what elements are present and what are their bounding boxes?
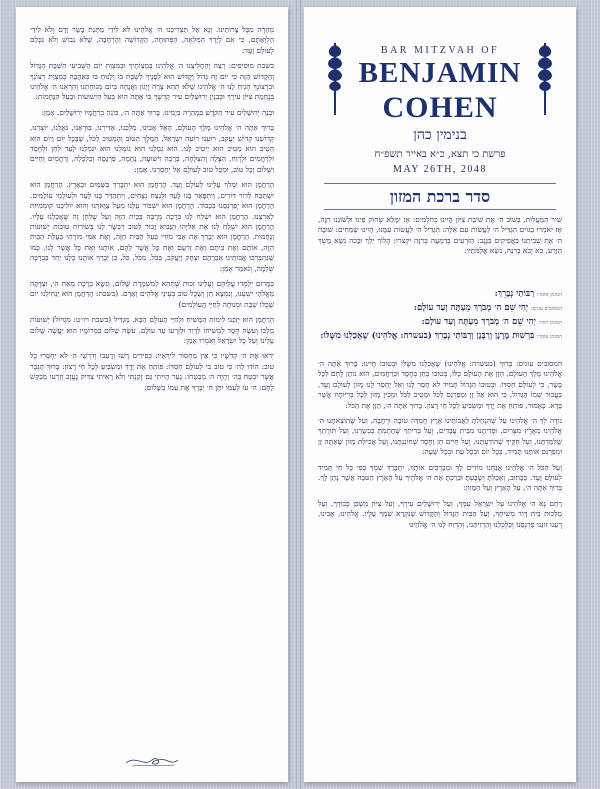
blessing-1: המסובים עונים: בָּרוּךְ (בעשרה: אֱלֹהֵינוּ) שֶׁאָכַלְנוּ מִשֶּׁלּוֹ וּבְטוּבוֹ חָיִינוּ: בָּרוּךְ אַתָּה ה׳ אֱלֹהֵינוּ מֶלֶךְ הָעוֹלָם, הַזָּן אֶת הָעוֹלָם כֻּלּוֹ, בְּטוּבוֹ בְּחֵן בְּחֶסֶד וּבְרַחֲמִים, הוּא נוֹתֵן לֶחֶם לְכָל בָּשָׂר, כִּי לְעוֹלָם חַסְדּוֹ. וּבְטוּבוֹ הַגָּדוֹל תָּמִיד לֹא חָסַר לָנוּ וְאַל יֶחְסַר לָנוּ מָזוֹן לְעוֹלָם וָעֶד, בַּעֲבוּר שְׁמוֹ הַגָּדוֹל, כִּי הוּא אֵל זָן וּמְפַרְנֵס לַכֹּל וּמֵטִיב לַכֹּל וּמֵכִין מָזוֹן לְכָל בְּרִיּוֹתָיו אֲשֶׁר בָּרָא. כָּאָמוּר, פּוֹתֵחַ אֶת יָדֶךָ וּמַשְׂבִּיעַ לְכָל חַי רָצוֹן. בָּרוּךְ אַתָּה ה׳, הַזָּן אֶת הַכֹּל: — [318, 359, 562, 410]
paragraph-8: יְראוּ אֶת ה׳ קְדֹשָׁיו כִּי אֵין מַחְסוֹר לִירֵאָיו: כְּפִירִים רָשׁוּ וְרָעֵבוּ וְדֹרְשֵׁי ה׳ לֹא יַחְסְרוּ כָל טוֹב: הוֹדוּ לַה׳ כִּי טוֹב כִּי לְעוֹלָם חַסְדּוֹ: פּוֹתֵחַ אֶת יָדֶךָ וּמַשְׂבִּיעַ לְכָל חַי רָצוֹן: בָּרוּךְ הַגֶּבֶר אֲשֶׁר יִבְטַח בַּה׳ וְהָיָה ה׳ מִבְטַחוֹ: נַעַר הָיִיתִי גַּם זָקַנְתִּי וְלֹא רָאִיתִי צַדִּיק נֶעֱזָב וְזַרְעוֹ מְבַקֶּשׁ לָחֶם: ה׳ עֹז לְעַמּוֹ יִתֵּן ה׳ יְבָרֵךְ אֶת עַמּוֹ בַשָּׁלוֹם: — [30, 351, 274, 392]
psalm-paragraph: שִׁיר הַמַּעֲלוֹת, בְּשׁוּב ה׳ אֶת שִׁיבַת צִיּוֹן הָיִינוּ כְּחֹלְמִים: אָז יִמָּלֵא שְׂחוֹק פִּינוּ וּלְשׁוֹנֵנוּ רִנָּה, אָז יֹאמְרוּ בַגּוֹיִם הִגְדִּיל ה׳ לַעֲשׂוֹת עִם אֵלֶּה: הִגְדִּיל ה׳ לַעֲשׂוֹת עִמָּנוּ, הָיִינוּ שְׂמֵחִים: שׁוּבָה ה׳ אֶת שְׁבִיתֵנוּ כַּאֲפִיקִים בַּנֶּגֶב: הַזֹּרְעִים בְּדִמְעָה בְּרִנָּה יִקְצֹרוּ: הָלוֹךְ יֵלֵךְ וּבָכֹה נֹשֵׂא מֶשֶׁךְ הַזָּרַע, בֹּא יָבֹא בְרִנָּה, נֹשֵׂא אֲלֻמֹּתָיו: — [318, 215, 562, 256]
paragraph-3: וּבְנֵה יְרוּשָׁלַיִם עִיר הַקֹּדֶשׁ בִּמְהֵרָה בְיָמֵינוּ. בָּרוּךְ אַתָּה ה׳, בּוֹנֵה בְרַחֲמָיו יְרוּשָׁלָיִם. אָמֵן: — [41, 107, 274, 117]
leader-label: המזמן חוזר: — [538, 320, 562, 326]
response-1 — [318, 303, 562, 314]
front-card — [304, 7, 576, 782]
blessing-2: נוֹדֶה לְּךָ ה׳ אֱלֹהֵינוּ עַל שֶׁהִנְחַלְתָּ לַאֲבוֹתֵינוּ אֶרֶץ חֶמְדָּה טוֹבָה וּרְחָבָה, וְעַל שֶׁהוֹצֵאתָנוּ ה׳ אֱלֹהֵינוּ מֵאֶרֶץ מִצְרַיִם, וּפְדִיתָנוּ מִבֵּית עֲבָדִים, וְעַל בְּרִיתְךָ שֶׁחָתַמְתָּ בִּבְשָׂרֵנוּ, וְעַל תּוֹרָתְךָ שֶׁלִּמַּדְתָּנוּ, וְעַל חֻקֶּיךָ שֶׁהוֹדַעְתָּנוּ, וְעַל חַיִּים חֵן וָחֶסֶד שֶׁחוֹנַנְתָּנוּ, וְעַל אֲכִילַת מָזוֹן שָׁאַתָּה זָן וּמְפַרְנֵס אוֹתָנוּ תָּמִיד, בְּכָל יוֹם וּבְכָל עֵת וּבְכָל שָׁעָה: — [318, 416, 562, 457]
paragraph-7: הָרַחֲמָן הוּא יְזַכֵּנוּ לִימוֹת הַמָּשִׁיחַ וּלְחַיֵּי הָעוֹלָם הַבָּא. מַגְדִּיל (בשבת ויו״ט: מִגְדּוֹל) יְשׁוּעוֹת מַלְכּוֹ וְעֹשֶׂה חֶסֶד לִמְשִׁיחוֹ לְדָוִד וּלְזַרְעוֹ עַד עוֹלָם. עֹשֶׂה שָׁלוֹם בִּמְרוֹמָיו הוּא יַעֲשֶׂה שָׁלוֹם עָלֵינוּ וְעַל כָּל יִשְׂרָאֵל וְאִמְרוּ אָמֵן: — [30, 315, 274, 345]
paragraph-1: מְהֵרָה מִכָּל צָרוֹתֵינוּ. וְנָא אַל תַּצְרִיכֵנוּ ה׳ אֱלֹהֵינוּ לֹא לִידֵי מַתְּנַת בָּשָׂר וָדָם וְלֹא לִידֵי הַלְוָאָתָם, כִּי אִם לְיָדְךָ הַמְּלֵאָה, הַפְּתוּחָה, הַקְּדוֹשָׁה וְהָרְחָבָה, שֶׁלֹּא נֵבוֹשׁ וְלֹא נִכָּלֵם לְעוֹלָם וָעֶד: — [30, 25, 274, 55]
psalm-text — [318, 215, 562, 262]
response-line: יְהִי שֵׁם ה׳ מְבֹרָךְ מֵעַתָּה וְעַד עוֹלָם: — [413, 303, 529, 313]
leader-label: המזמן אומר: — [536, 334, 562, 340]
leader-line: רַבּוֹתַי נְבָרֵךְ: — [494, 289, 535, 299]
blessings-text — [318, 359, 562, 535]
paragraph-2: בשבת מוסיפים: רְצֵה וְהַחֲלִיצֵנוּ ה׳ אֱלֹהֵינוּ בְּמִצְוֹתֶיךָ וּבְמִצְוַת יוֹם הַשְּׁבִיעִי הַשַּׁבָּת הַגָּדוֹל וְהַקָּדוֹשׁ הַזֶּה כִּי יוֹם זֶה גָּדוֹל וְקָדוֹשׁ הוּא לְפָנֶיךָ לִשְׁבָּת בּוֹ וְלָנוּחַ בּוֹ בְּאַהֲבָה כְּמִצְוַת רְצוֹנֶךָ וּבִרְצוֹנְךָ הָנִיחַ לָנוּ ה׳ אֱלֹהֵינוּ שֶׁלֹּא תְהֵא צָרָה וְיָגוֹן וַאֲנָחָה בְּיוֹם מְנוּחָתֵנוּ וְהַרְאֵנוּ ה׳ אֱלֹהֵינוּ בְּנֶחָמַת צִיּוֹן עִירֶךָ וּבְבִנְיַן יְרוּשָׁלַיִם עִיר קָדְשֶׁךָ כִּי אַתָּה הוּא בַּעַל הַיְשׁוּעוֹת וּבַעַל הַנֶּחָמוֹת: — [30, 61, 274, 102]
back-card — [16, 7, 288, 782]
leader-call-2 — [318, 317, 562, 328]
leader-call-3 — [318, 331, 562, 342]
blessing-3: וְעַל הַכֹּל ה׳ אֱלֹהֵינוּ אֲנַחְנוּ מוֹדִים לָךְ וּמְבָרְכִים אוֹתָךְ, יִתְבָּרַךְ שִׁמְךָ בְּפִי כָּל חַי תָּמִיד לְעוֹלָם וָעֶד. כַּכָּתוּב, וְאָכַלְתָּ וְשָׂבָעְתָּ וּבֵרַכְתָּ אֶת ה׳ אֱלֹהֶיךָ עַל הָאָרֶץ הַטֹּבָה אֲשֶׁר נָתַן לָךְ. בָּרוּךְ אַתָּה ה׳, עַל הָאָרֶץ וְעַל הַמָּזוֹן: — [318, 462, 562, 493]
back-text — [30, 25, 274, 398]
page-title: סדר ברכת המזון — [389, 187, 491, 206]
response-label: המסובים עונים: — [530, 306, 562, 312]
blessing-4: רַחֵם נָא ה׳ אֱלֹהֵינוּ עַל יִשְׂרָאֵל עַמֶּךָ, וְעַל יְרוּשָׁלַיִם עִירֶךָ, וְעַל צִיּוֹן מִשְׁכַּן כְּבוֹדֶךָ, וְעַל מַלְכוּת בֵּית דָּוִד מְשִׁיחֶךָ, וְעַל הַבַּיִת הַגָּדוֹל וְהַקָּדוֹשׁ שֶׁנִּקְרָא שִׁמְךָ עָלָיו. אֱלֹהֵינוּ, אָבִינוּ, רְעֵנוּ זוּנֵנוּ פַרְנְסֵנוּ וְכַלְכְּלֵנוּ וְהַרְוִיחֵנוּ, וְהַרְוַח לָנוּ ה׳ אֱלֹהֵינוּ — [318, 498, 562, 529]
divider — [324, 209, 556, 210]
leader-call-1 — [318, 289, 562, 300]
first-name: BENJAMIN — [358, 57, 522, 89]
paragraph-4: בָּרוּךְ אַתָּה ה׳ אֱלֹהֵינוּ מֶלֶךְ הָעוֹלָם, הָאֵל אָבִינוּ, מַלְכֵּנוּ, אַדִּירֵנוּ, בּוֹרְאֵנוּ, גֹּאֲלֵנוּ, יוֹצְרֵנוּ, קְדוֹשֵׁנוּ קְדוֹשׁ יַעֲקֹב, רוֹעֵנוּ רוֹעֵה יִשְׂרָאֵל, הַמֶּלֶךְ הַטּוֹב וְהַמֵּטִיב לַכֹּל, שֶׁבְּכָל יוֹם וָיוֹם הוּא הֵטִיב הוּא מֵטִיב הוּא יֵיטִיב לָנוּ. הוּא גְמָלָנוּ הוּא גוֹמְלֵנוּ הוּא יִגְמְלֵנוּ לָעַד לְחֵן וּלְחֶסֶד וּלְרַחֲמִים וּלְרֶוַח, הַצָּלָה וְהַצְלָחָה, בְּרָכָה וִישׁוּעָה, נֶחָמָה, פַּרְנָסָה וְכַלְכָּלָה, וְרַחֲמִים וְחַיִּים וְשָׁלוֹם וְכָל טוֹב, וּמִכָּל טוּב לְעוֹלָם אַל יְחַסְּרֵנוּ. אָמֵן: — [30, 123, 274, 174]
hebrew-name: בנימין כהן — [413, 127, 467, 143]
date-line: MAY 26TH, 2048 — [393, 164, 487, 175]
flourish-icon — [124, 751, 180, 769]
leader-line: יְהִי שֵׁם ה׳ מְבֹרָךְ מֵעַתָּה וְעַד עוֹלָם: — [421, 317, 536, 327]
paragraph-5: הָרַחֲמָן הוּא יִמְלֹךְ עָלֵינוּ לְעוֹלָם וָעֶד. הָרַחֲמָן הוּא יִתְבָּרַךְ בַּשָּׁמַיִם וּבָאָרֶץ. הָרַחֲמָן הוּא יִשְׁתַּבַּח לְדוֹר דּוֹרִים, וְיִתְפָּאַר בָּנוּ לָעַד וּלְנֵצַח נְצָחִים, וְיִתְהַדַּר בָּנוּ לָעַד וּלְעוֹלְמֵי עוֹלָמִים. הָרַחֲמָן הוּא יְפַרְנְסֵנוּ בְּכָבוֹד. הָרַחֲמָן הוּא יִשְׁבּוֹר עֻלֵּנוּ מֵעַל צַוָּארֵנוּ וְהוּא יוֹלִיכֵנוּ קוֹמְמִיּוּת לְאַרְצֵנוּ. הָרַחֲמָן הוּא יִשְׁלַח לָנוּ בְּרָכָה מְרֻבָּה בַּבַּיִת הַזֶּה וְעַל שֻׁלְחָן זֶה שֶׁאָכַלְנוּ עָלָיו. הָרַחֲמָן הוּא יִשְׁלַח לָנוּ אֶת אֵלִיָּהוּ הַנָּבִיא זָכוּר לַטּוֹב וִיבַשֶּׂר לָנוּ בְּשׂוֹרוֹת טוֹבוֹת יְשׁוּעוֹת וְנֶחָמוֹת. הָרַחֲמָן הוּא יְבָרֵךְ אֶת אָבִי מוֹרִי בַּעַל הַבַּיִת הַזֶּה, וְאֶת אִמִּי מוֹרָתִי בַּעֲלַת הַבַּיִת הַזֶּה, אוֹתָם וְאֶת בֵּיתָם וְאֶת זַרְעָם וְאֶת כָּל אֲשֶׁר לָהֶם, אוֹתָנוּ וְאֶת כָּל אֲשֶׁר לָנוּ, כְּמוֹ שֶׁנִּתְבָּרְכוּ אֲבוֹתֵינוּ אַבְרָהָם יִצְחָק וְיַעֲקֹב, בַּכֹּל, מִכֹּל, כֹּל, כֵּן יְבָרֵךְ אוֹתָנוּ כֻּלָּנוּ יַחַד בִּבְרָכָה שְׁלֵמָה, וְנֹאמַר אָמֵן: — [30, 180, 274, 273]
eyebrow-text: BAR MITZVAH OF — [380, 45, 500, 56]
last-name: COHEN — [382, 91, 498, 124]
paragraph-6: בַּמָּרוֹם יְלַמְּדוּ עֲלֵיהֶם וְעָלֵינוּ זְכוּת שֶׁתְּהֵא לְמִשְׁמֶרֶת שָׁלוֹם, וְנִשָּׂא בְרָכָה מֵאֵת ה׳, וּצְדָקָה מֵאֱלֹהֵי יִשְׁעֵנוּ, וְנִמְצָא חֵן וְשֵׂכֶל טוֹב בְּעֵינֵי אֱלֹהִים וְאָדָם. (בשבת: הָרַחֲמָן הוּא יַנְחִילֵנוּ יוֹם שֶׁכֻּלּוֹ שַׁבָּת וּמְנוּחָה לְחַיֵּי הָעוֹלָמִים) — [30, 278, 274, 309]
parasha-line: פרשת כי תצא, כ״א באייר תשפ״ח — [374, 149, 506, 160]
divider — [324, 183, 556, 184]
leader-label: המזמן אומר: — [536, 292, 562, 298]
leader-line: בִּרְשׁוּת מָרָנָן וְרַבָּנָן וְרַבּוֹתַי נְבָרֵךְ (בעשרה: אֱלֹהֵינוּ) שֶׁאָכַלְנוּ מִשֶּׁלּוֹ: — [320, 331, 535, 341]
